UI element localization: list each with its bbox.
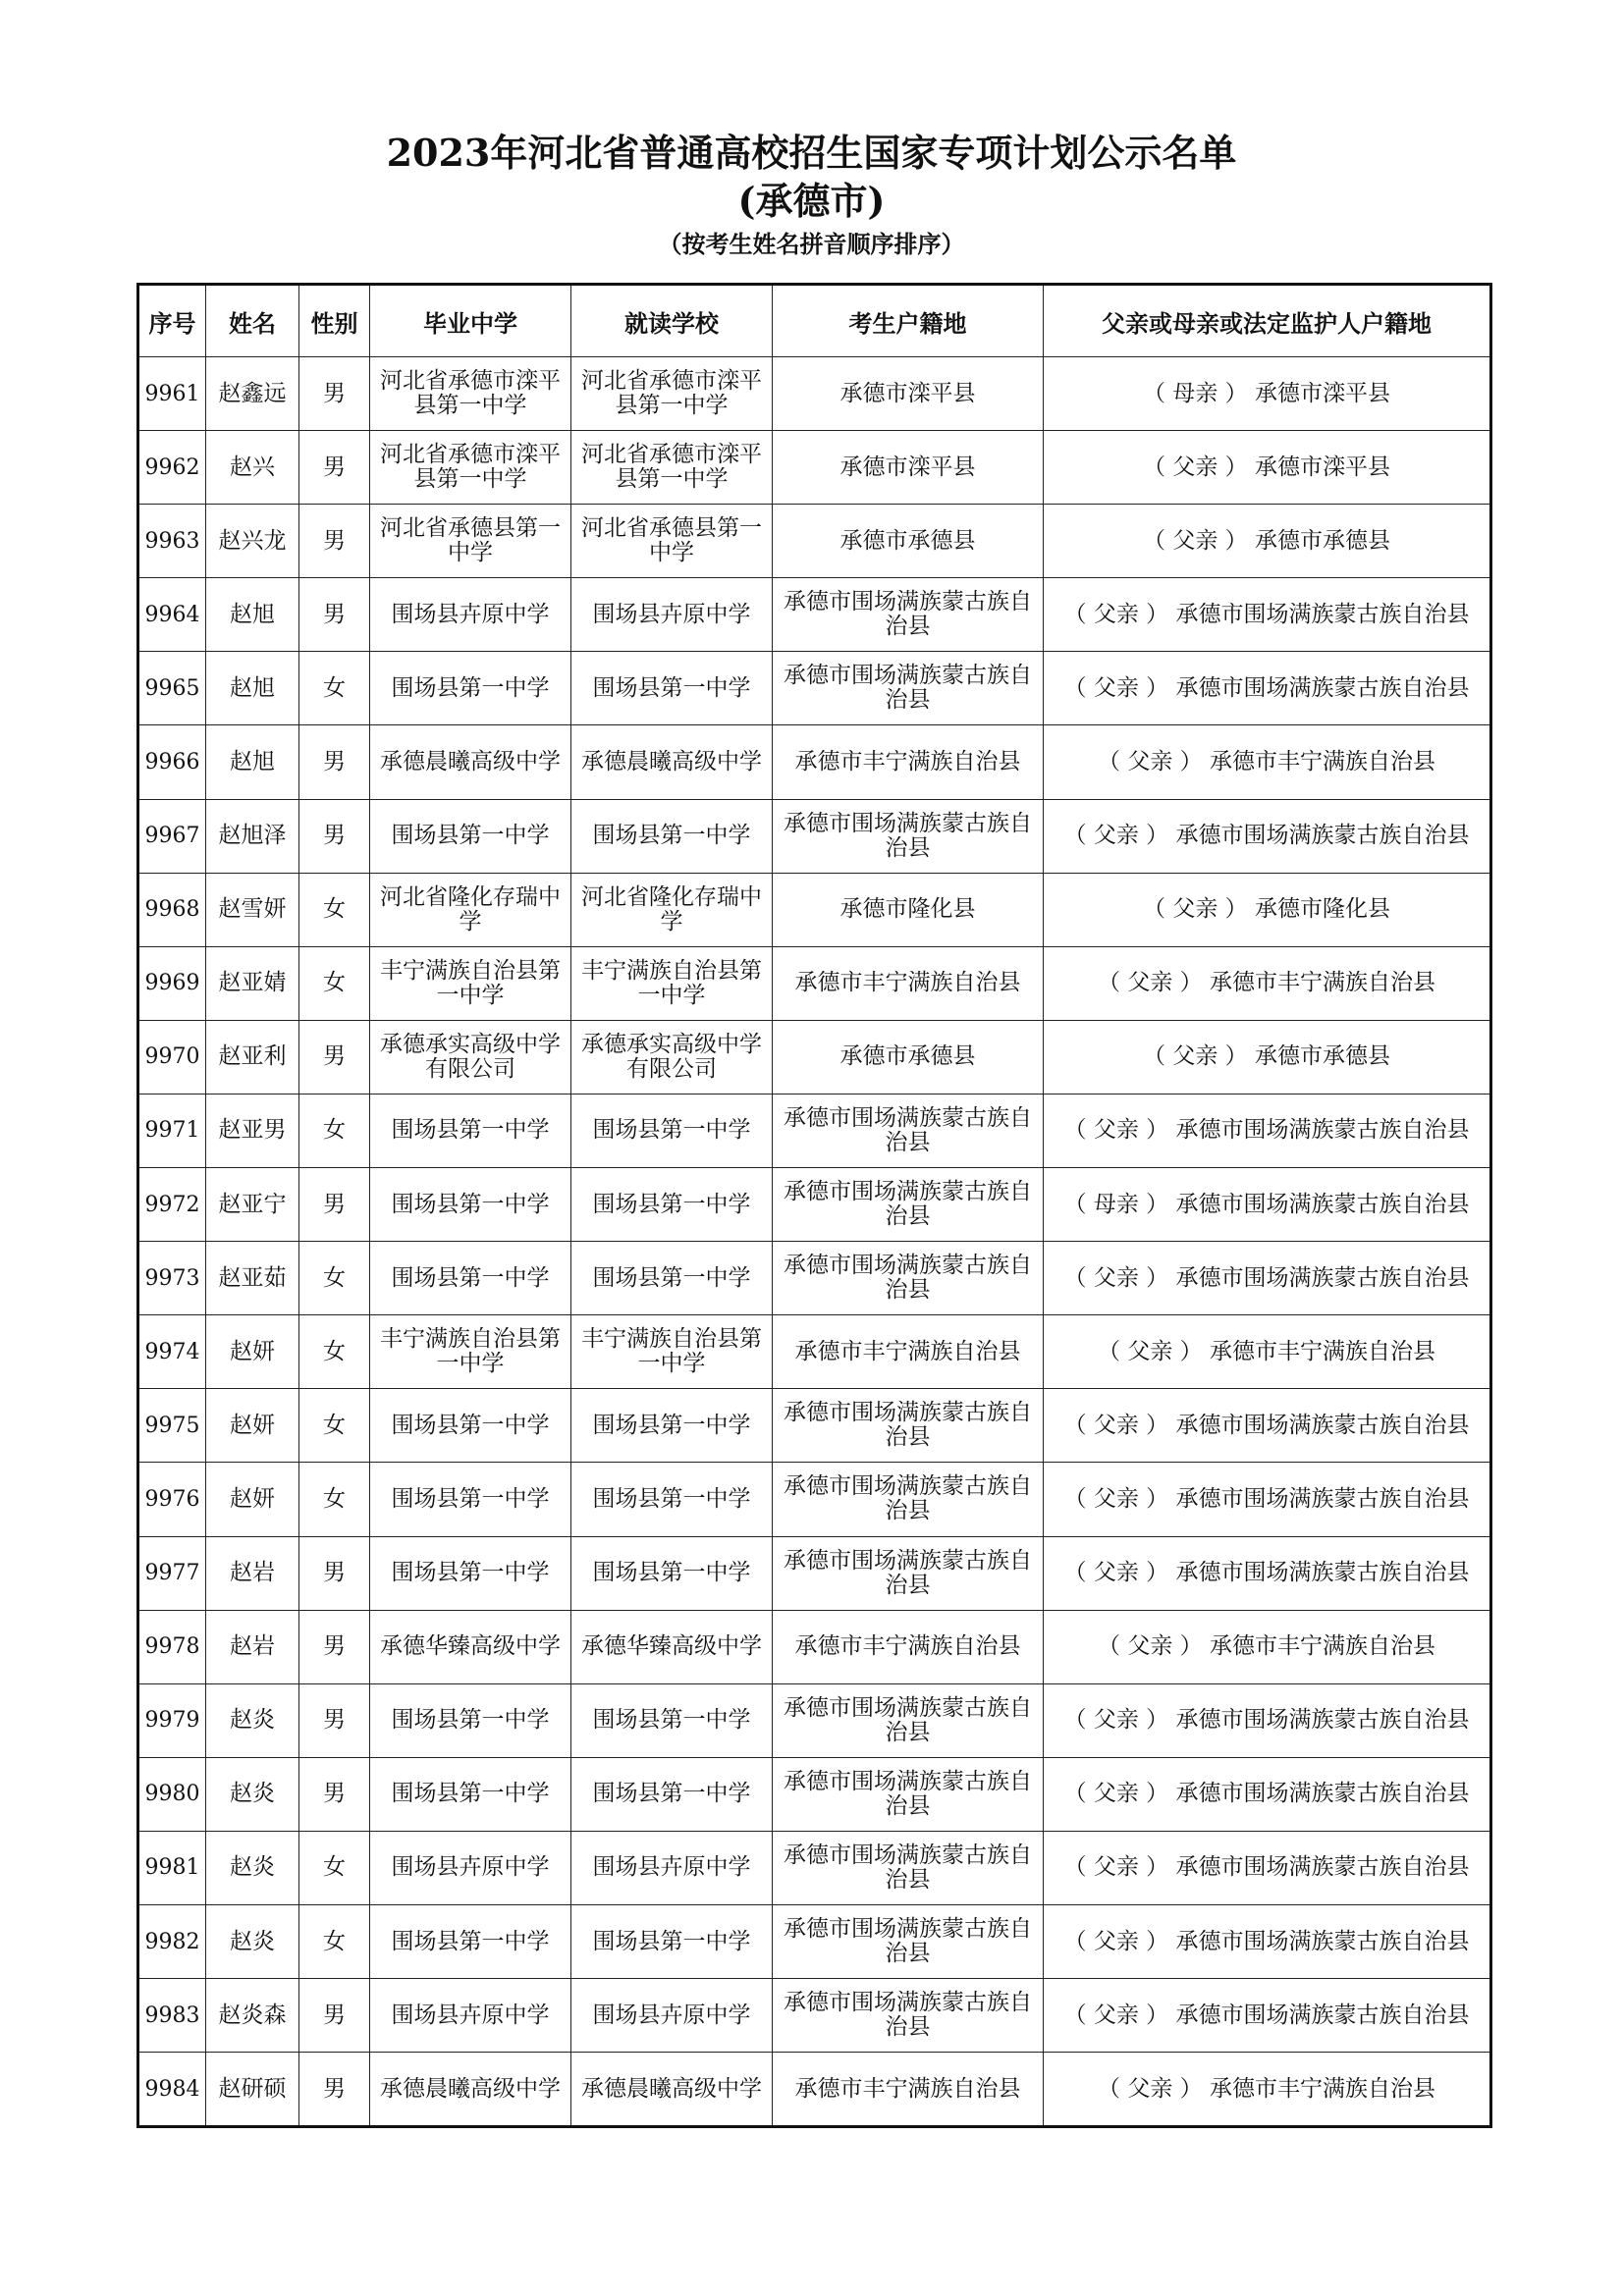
table-row <box>138 431 1491 505</box>
cell-name: 赵旭 <box>206 578 299 652</box>
cell-current-school: 围场县第一中学 <box>571 1463 773 1536</box>
table-row <box>138 1242 1491 1315</box>
cell-gender: 男 <box>299 1979 370 2053</box>
table-row <box>138 725 1491 799</box>
cell-student-residence: 承德市围场满族蒙古族自治县 <box>773 652 1044 725</box>
cell-gender: 女 <box>299 1463 370 1536</box>
table-body <box>138 357 1491 2127</box>
cell-student-residence: 承德市围场满族蒙古族自治县 <box>773 1757 1044 1831</box>
table-row <box>138 1683 1491 1757</box>
cell-student-residence: 承德市围场满族蒙古族自治县 <box>773 799 1044 873</box>
cell-graduation-school: 围场县卉原中学 <box>370 578 571 652</box>
roster-table <box>136 283 1492 2128</box>
cell-name: 赵旭 <box>206 652 299 725</box>
cell-current-school: 丰宁满族自治县第一中学 <box>571 946 773 1020</box>
cell-gender: 男 <box>299 578 370 652</box>
cell-guardian-residence: （ 父亲 ） 承德市围场满族蒙古族自治县 <box>1044 1242 1491 1315</box>
column-header-seq: 序号 <box>138 285 206 357</box>
cell-current-school: 围场县第一中学 <box>571 799 773 873</box>
cell-seq: 9973 <box>138 1242 206 1315</box>
page-subtitle: (承德市) <box>737 179 886 223</box>
cell-guardian-residence: （ 父亲 ） 承德市围场满族蒙古族自治县 <box>1044 1463 1491 1536</box>
cell-graduation-school: 承德华臻高级中学 <box>370 1610 571 1683</box>
cell-seq: 9984 <box>138 2053 206 2127</box>
cell-name: 赵炎 <box>206 1757 299 1831</box>
table-row <box>138 357 1491 431</box>
cell-graduation-school: 河北省承德县第一中学 <box>370 505 571 578</box>
cell-current-school: 围场县第一中学 <box>571 1536 773 1610</box>
cell-current-school: 承德华臻高级中学 <box>571 1610 773 1683</box>
cell-student-residence: 承德市围场满族蒙古族自治县 <box>773 1094 1044 1167</box>
table-row <box>138 1904 1491 1978</box>
cell-name: 赵炎森 <box>206 1979 299 2053</box>
table-header-row <box>138 285 1491 357</box>
cell-seq: 9983 <box>138 1979 206 2053</box>
cell-current-school: 围场县第一中学 <box>571 1683 773 1757</box>
cell-graduation-school: 围场县第一中学 <box>370 1757 571 1831</box>
cell-seq: 9968 <box>138 873 206 946</box>
cell-student-residence: 承德市围场满族蒙古族自治县 <box>773 1831 1044 1904</box>
cell-gender: 男 <box>299 799 370 873</box>
table-row <box>138 1315 1491 1389</box>
table-row <box>138 1168 1491 1242</box>
cell-current-school: 围场县第一中学 <box>571 1389 773 1463</box>
cell-current-school: 围场县卉原中学 <box>571 578 773 652</box>
cell-current-school: 围场县第一中学 <box>571 1168 773 1242</box>
cell-student-residence: 承德市围场满族蒙古族自治县 <box>773 578 1044 652</box>
cell-gender: 女 <box>299 1389 370 1463</box>
cell-graduation-school: 河北省承德市滦平县第一中学 <box>370 431 571 505</box>
sort-note: （按考生姓名拼音顺序排序） <box>658 231 965 258</box>
cell-current-school: 河北省隆化存瑞中学 <box>571 873 773 946</box>
column-header-guardian-residence: 父亲或母亲或法定监护人户籍地 <box>1044 285 1491 357</box>
table-row <box>138 1094 1491 1167</box>
cell-name: 赵亚茹 <box>206 1242 299 1315</box>
cell-current-school: 围场县第一中学 <box>571 1904 773 1978</box>
cell-gender: 男 <box>299 1610 370 1683</box>
table-row <box>138 1757 1491 1831</box>
cell-current-school: 围场县第一中学 <box>571 652 773 725</box>
cell-current-school: 承德晨曦高级中学 <box>571 725 773 799</box>
cell-seq: 9981 <box>138 1831 206 1904</box>
cell-gender: 男 <box>299 1168 370 1242</box>
cell-graduation-school: 围场县卉原中学 <box>370 1831 571 1904</box>
cell-seq: 9982 <box>138 1904 206 1978</box>
table-row <box>138 1463 1491 1536</box>
cell-graduation-school: 围场县第一中学 <box>370 1463 571 1536</box>
cell-graduation-school: 围场县第一中学 <box>370 1168 571 1242</box>
cell-name: 赵鑫远 <box>206 357 299 431</box>
cell-current-school: 围场县第一中学 <box>571 1757 773 1831</box>
cell-seq: 9969 <box>138 946 206 1020</box>
cell-graduation-school: 围场县第一中学 <box>370 1683 571 1757</box>
cell-current-school: 围场县第一中学 <box>571 1094 773 1167</box>
cell-student-residence: 承德市围场满族蒙古族自治县 <box>773 1904 1044 1978</box>
cell-student-residence: 承德市承德县 <box>773 1020 1044 1094</box>
cell-current-school: 河北省承德市滦平县第一中学 <box>571 431 773 505</box>
cell-seq: 9971 <box>138 1094 206 1167</box>
cell-guardian-residence: （ 父亲 ） 承德市承德县 <box>1044 1020 1491 1094</box>
cell-name: 赵炎 <box>206 1904 299 1978</box>
cell-guardian-residence: （ 父亲 ） 承德市围场满族蒙古族自治县 <box>1044 578 1491 652</box>
cell-graduation-school: 承德承实高级中学有限公司 <box>370 1020 571 1094</box>
cell-gender: 女 <box>299 1315 370 1389</box>
cell-name: 赵岩 <box>206 1610 299 1683</box>
cell-name: 赵雪妍 <box>206 873 299 946</box>
cell-guardian-residence: （ 父亲 ） 承德市围场满族蒙古族自治县 <box>1044 1904 1491 1978</box>
cell-seq: 9978 <box>138 1610 206 1683</box>
cell-guardian-residence: （ 父亲 ） 承德市围场满族蒙古族自治县 <box>1044 1094 1491 1167</box>
table-row <box>138 505 1491 578</box>
cell-seq: 9974 <box>138 1315 206 1389</box>
cell-gender: 男 <box>299 1757 370 1831</box>
cell-current-school: 围场县卉原中学 <box>571 1979 773 2053</box>
cell-current-school: 承德承实高级中学有限公司 <box>571 1020 773 1094</box>
cell-student-residence: 承德市围场满族蒙古族自治县 <box>773 1683 1044 1757</box>
cell-gender: 男 <box>299 431 370 505</box>
cell-guardian-residence: （ 父亲 ） 承德市围场满族蒙古族自治县 <box>1044 1757 1491 1831</box>
cell-name: 赵兴 <box>206 431 299 505</box>
cell-gender: 男 <box>299 1020 370 1094</box>
cell-seq: 9965 <box>138 652 206 725</box>
cell-name: 赵亚宁 <box>206 1168 299 1242</box>
cell-gender: 女 <box>299 946 370 1020</box>
cell-gender: 女 <box>299 652 370 725</box>
cell-seq: 9980 <box>138 1757 206 1831</box>
cell-gender: 女 <box>299 1831 370 1904</box>
table-row <box>138 1610 1491 1683</box>
cell-guardian-residence: （ 父亲 ） 承德市围场满族蒙古族自治县 <box>1044 1683 1491 1757</box>
cell-seq: 9976 <box>138 1463 206 1536</box>
cell-gender: 女 <box>299 1094 370 1167</box>
cell-student-residence: 承德市丰宁满族自治县 <box>773 1610 1044 1683</box>
cell-name: 赵旭 <box>206 725 299 799</box>
cell-graduation-school: 丰宁满族自治县第一中学 <box>370 946 571 1020</box>
cell-seq: 9970 <box>138 1020 206 1094</box>
column-header-graduation-school: 毕业中学 <box>370 285 571 357</box>
table-row <box>138 578 1491 652</box>
cell-guardian-residence: （ 父亲 ） 承德市丰宁满族自治县 <box>1044 2053 1491 2127</box>
table-row <box>138 1536 1491 1610</box>
cell-guardian-residence: （ 父亲 ） 承德市滦平县 <box>1044 431 1491 505</box>
cell-seq: 9963 <box>138 505 206 578</box>
cell-graduation-school: 丰宁满族自治县第一中学 <box>370 1315 571 1389</box>
cell-seq: 9977 <box>138 1536 206 1610</box>
table-row <box>138 873 1491 946</box>
cell-seq: 9979 <box>138 1683 206 1757</box>
cell-graduation-school: 承德晨曦高级中学 <box>370 2053 571 2127</box>
cell-guardian-residence: （ 母亲 ） 承德市滦平县 <box>1044 357 1491 431</box>
cell-graduation-school: 围场县第一中学 <box>370 1536 571 1610</box>
cell-guardian-residence: （ 父亲 ） 承德市丰宁满族自治县 <box>1044 1315 1491 1389</box>
table-row <box>138 1831 1491 1904</box>
cell-guardian-residence: （ 父亲 ） 承德市承德县 <box>1044 505 1491 578</box>
cell-gender: 女 <box>299 873 370 946</box>
cell-gender: 男 <box>299 505 370 578</box>
cell-graduation-school: 承德晨曦高级中学 <box>370 725 571 799</box>
cell-student-residence: 承德市围场满族蒙古族自治县 <box>773 1389 1044 1463</box>
table-row <box>138 1020 1491 1094</box>
cell-graduation-school: 围场县第一中学 <box>370 1904 571 1978</box>
cell-name: 赵亚男 <box>206 1094 299 1167</box>
cell-student-residence: 承德市丰宁满族自治县 <box>773 946 1044 1020</box>
cell-gender: 男 <box>299 725 370 799</box>
cell-seq: 9961 <box>138 357 206 431</box>
page-title: 2023年河北省普通高校招生国家专项计划公示名单 <box>386 131 1237 175</box>
cell-current-school: 承德晨曦高级中学 <box>571 2053 773 2127</box>
cell-guardian-residence: （ 父亲 ） 承德市丰宁满族自治县 <box>1044 725 1491 799</box>
cell-gender: 女 <box>299 1242 370 1315</box>
table-row <box>138 652 1491 725</box>
cell-student-residence: 承德市围场满族蒙古族自治县 <box>773 1536 1044 1610</box>
cell-seq: 9972 <box>138 1168 206 1242</box>
column-header-student-residence: 考生户籍地 <box>773 285 1044 357</box>
table-row <box>138 799 1491 873</box>
cell-seq: 9975 <box>138 1389 206 1463</box>
cell-graduation-school: 围场县第一中学 <box>370 1094 571 1167</box>
cell-student-residence: 承德市丰宁满族自治县 <box>773 725 1044 799</box>
cell-student-residence: 承德市承德县 <box>773 505 1044 578</box>
cell-guardian-residence: （ 母亲 ） 承德市围场满族蒙古族自治县 <box>1044 1168 1491 1242</box>
cell-name: 赵研硕 <box>206 2053 299 2127</box>
cell-guardian-residence: （ 父亲 ） 承德市围场满族蒙古族自治县 <box>1044 1831 1491 1904</box>
cell-gender: 男 <box>299 1683 370 1757</box>
cell-student-residence: 承德市围场满族蒙古族自治县 <box>773 1242 1044 1315</box>
cell-graduation-school: 围场县卉原中学 <box>370 1979 571 2053</box>
cell-student-residence: 承德市围场满族蒙古族自治县 <box>773 1979 1044 2053</box>
cell-student-residence: 承德市滦平县 <box>773 431 1044 505</box>
cell-name: 赵亚婧 <box>206 946 299 1020</box>
cell-gender: 男 <box>299 357 370 431</box>
cell-student-residence: 承德市丰宁满族自治县 <box>773 1315 1044 1389</box>
cell-student-residence: 承德市隆化县 <box>773 873 1044 946</box>
cell-name: 赵亚利 <box>206 1020 299 1094</box>
cell-gender: 女 <box>299 1904 370 1978</box>
cell-guardian-residence: （ 父亲 ） 承德市围场满族蒙古族自治县 <box>1044 1389 1491 1463</box>
cell-guardian-residence: （ 父亲 ） 承德市围场满族蒙古族自治县 <box>1044 799 1491 873</box>
cell-graduation-school: 围场县第一中学 <box>370 652 571 725</box>
cell-graduation-school: 河北省承德市滦平县第一中学 <box>370 357 571 431</box>
cell-student-residence: 承德市围场满族蒙古族自治县 <box>773 1463 1044 1536</box>
cell-current-school: 围场县第一中学 <box>571 1242 773 1315</box>
column-header-name: 姓名 <box>206 285 299 357</box>
cell-graduation-school: 围场县第一中学 <box>370 1242 571 1315</box>
cell-name: 赵妍 <box>206 1463 299 1536</box>
cell-graduation-school: 围场县第一中学 <box>370 799 571 873</box>
table-row <box>138 2053 1491 2127</box>
cell-name: 赵妍 <box>206 1389 299 1463</box>
cell-guardian-residence: （ 父亲 ） 承德市围场满族蒙古族自治县 <box>1044 1979 1491 2053</box>
cell-current-school: 河北省承德市滦平县第一中学 <box>571 357 773 431</box>
column-header-current-school: 就读学校 <box>571 285 773 357</box>
cell-guardian-residence: （ 父亲 ） 承德市围场满族蒙古族自治县 <box>1044 1536 1491 1610</box>
cell-seq: 9964 <box>138 578 206 652</box>
cell-guardian-residence: （ 父亲 ） 承德市丰宁满族自治县 <box>1044 946 1491 1020</box>
cell-student-residence: 承德市滦平县 <box>773 357 1044 431</box>
cell-current-school: 河北省承德县第一中学 <box>571 505 773 578</box>
cell-student-residence: 承德市围场满族蒙古族自治县 <box>773 1168 1044 1242</box>
cell-name: 赵岩 <box>206 1536 299 1610</box>
cell-current-school: 丰宁满族自治县第一中学 <box>571 1315 773 1389</box>
cell-name: 赵旭泽 <box>206 799 299 873</box>
cell-name: 赵炎 <box>206 1831 299 1904</box>
cell-seq: 9962 <box>138 431 206 505</box>
table-row <box>138 1979 1491 2053</box>
cell-gender: 男 <box>299 1536 370 1610</box>
table-row <box>138 1389 1491 1463</box>
cell-seq: 9967 <box>138 799 206 873</box>
cell-name: 赵炎 <box>206 1683 299 1757</box>
cell-student-residence: 承德市丰宁满族自治县 <box>773 2053 1044 2127</box>
table-row <box>138 946 1491 1020</box>
cell-guardian-residence: （ 父亲 ） 承德市隆化县 <box>1044 873 1491 946</box>
cell-name: 赵妍 <box>206 1315 299 1389</box>
cell-graduation-school: 河北省隆化存瑞中学 <box>370 873 571 946</box>
cell-guardian-residence: （ 父亲 ） 承德市围场满族蒙古族自治县 <box>1044 652 1491 725</box>
cell-current-school: 围场县卉原中学 <box>571 1831 773 1904</box>
cell-seq: 9966 <box>138 725 206 799</box>
column-header-gender: 性别 <box>299 285 370 357</box>
cell-guardian-residence: （ 父亲 ） 承德市丰宁满族自治县 <box>1044 1610 1491 1683</box>
cell-name: 赵兴龙 <box>206 505 299 578</box>
cell-graduation-school: 围场县第一中学 <box>370 1389 571 1463</box>
cell-gender: 男 <box>299 2053 370 2127</box>
